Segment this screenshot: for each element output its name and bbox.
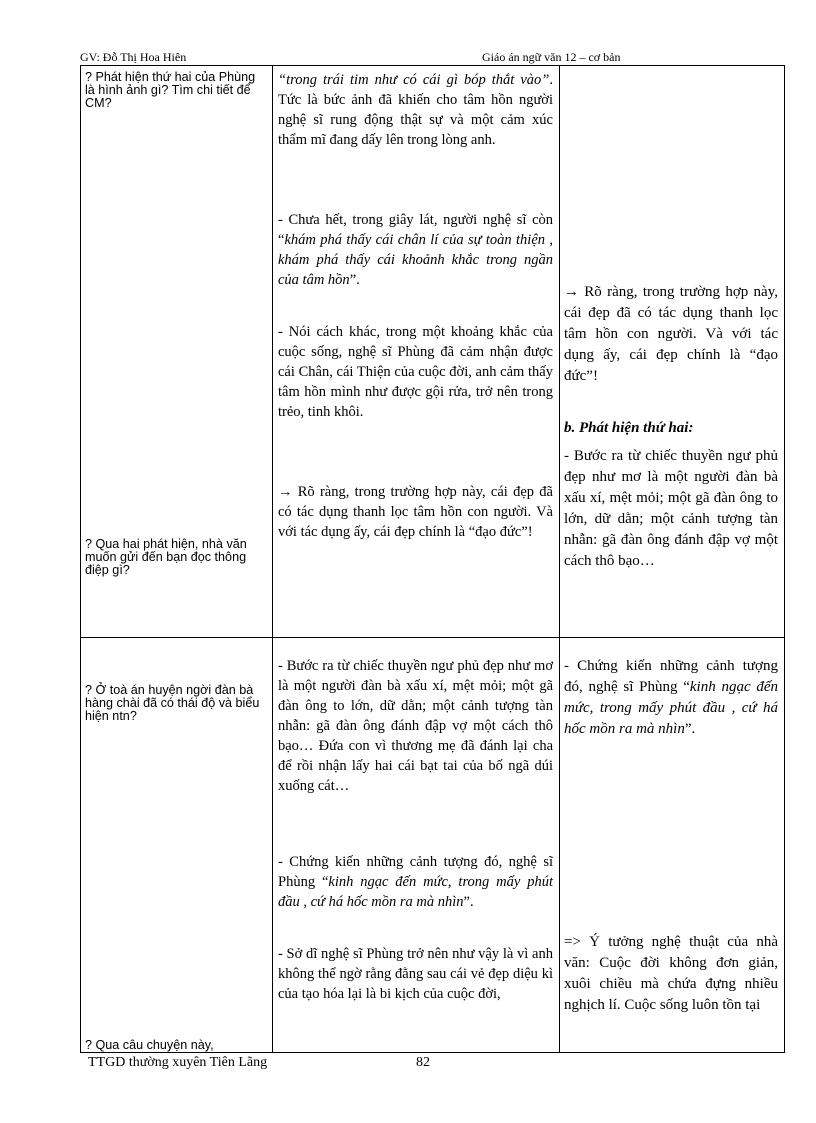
footer-rule [80, 1052, 785, 1053]
question-1: ? Phát hiện thứ hai của Phùng là hình ảnh gì? Tìm chi tiết để CM? [85, 70, 256, 110]
quote-text: kinh ngạc đến mức, trong mấy phút đầu , cứ há hốc mồn ra mà nhìn [278, 874, 553, 910]
page-number: 82 [416, 1055, 430, 1070]
table-row-divider [80, 637, 785, 638]
right-paragraph-3: - Chứng kiến những cảnh tượng đó, nghệ sĩ Phùng “kinh ngạc đến mức, trong mấy phút đầu , cứ há hốc mồn ra mà nhìn”. [564, 658, 778, 737]
footer-center-name: TTGD thường xuyên Tiên Lãng [88, 1055, 268, 1070]
question-4: ? Qua câu chuyện này, [85, 1038, 214, 1052]
header-rule [80, 65, 785, 66]
middle-paragraph-7: - Sở dĩ nghệ sĩ Phùng trở nên như vậy là vì anh không thể ngờ rằng đằng sau cái vẻ đẹp diệu kì của tạo hóa lại là bi kịch của cuộc đời, [278, 946, 553, 1002]
quote-text: “trong trái tim như có cái gì bóp thắt vào” [278, 72, 550, 88]
table-divider-1 [272, 66, 273, 1053]
middle-paragraph-4: → Rõ ràng, trong trường hợp này, cái đẹp đã có tác dụng thanh lọc tâm hồn con người. Và với tác dụng ấy, cái đẹp chính là “đạo đức”! [278, 484, 553, 540]
right-paragraph-4: => Ý tưởng nghệ thuật của nhà văn: Cuộc đời không đơn giản, xuôi chiều mà chứa đựng nhiều nghịch lí. Cuộc sống luôn tồn tại [564, 934, 778, 1013]
middle-paragraph-6: - Chứng kiến những cảnh tượng đó, nghệ sĩ Phùng “kinh ngạc đến mức, trong mấy phút đầu , cứ há hốc mồn ra mà nhìn”. [278, 854, 553, 910]
middle-paragraph-5: - Bước ra từ chiếc thuyền ngư phủ đẹp như mơ là một người đàn bà xấu xí, mệt mỏi; một gã đàn ông to lớn, dữ dằn; một cảnh tượng tàn nhẫn: gã đàn ông đánh đập vợ một cách thô bạo… Đứa con vì thương mẹ đã đánh lại cha để rồi nhận lấy hai cái bạt tai của bố ngã dúi xuống cát… [278, 658, 553, 794]
header-subject: Giáo án ngữ văn 12 – cơ bản [482, 50, 621, 64]
middle-paragraph-1: “trong trái tim như có cái gì bóp thắt vào”. Tức là bức ảnh đã khiến cho tâm hồn người nghệ sĩ rung động thật sự và một cảm xúc thẩm mĩ đang dấy lên trong lòng anh. [278, 72, 553, 148]
table-divider-2 [559, 66, 560, 1053]
quote-text: kinh ngạc đến mức, trong mấy phút đầu , cứ há hốc mồn ra mà nhìn [564, 679, 778, 737]
table-border-right [784, 66, 785, 1053]
right-paragraph-2: - Bước ra từ chiếc thuyền ngư phủ đẹp như mơ là một người đàn bà xấu xí, mệt mỏi; một gã đàn ông to lớn, dữ dằn; một cảnh tượng tàn nhẫn: gã đàn ông đánh đập vợ một cách thô bạo… [564, 448, 778, 569]
question-2: ? Qua hai phát hiện, nhà văn muốn gửi đến bạn đọc thông điệp gì? [85, 537, 247, 577]
middle-paragraph-2: - Chưa hết, trong giây lát, người nghệ sĩ còn “khám phá thấy cái chân lí của sự toàn thiện , khám phá thấy cái khoảnh khắc trong ngần của tâm hồn”. [278, 212, 553, 288]
quote-text: khám phá thấy cái chân lí của sự toàn thiện , khám phá thấy cái khoảnh khắc trong ngần của tâm hồn [278, 232, 553, 288]
question-3: ? Ở toà án huyện ngời đàn bà hàng chài đã có thái độ và biểu hiện ntn? [85, 683, 260, 723]
header-teacher: GV: Đỗ Thị Hoa Hiên [80, 50, 187, 64]
middle-paragraph-3: - Nói cách khác, trong một khoảng khắc của cuộc sống, nghệ sĩ Phùng đã cảm nhận được cái Chân, cái Thiện của cuộc đời, anh cảm thấy tâm hồn mình như được gội rửa, trở nên trong trẻo, tinh khôi. [278, 324, 553, 420]
right-paragraph-1: → Rõ ràng, trong trường hợp này, cái đẹp đã có tác dụng thanh lọc tâm hồn con người. Và với tác dụng ấy, cái đẹp chính là “đạo đức”! [564, 284, 778, 384]
table-border-left [80, 66, 81, 1053]
right-heading-b: b. Phát hiện thứ hai: [564, 420, 694, 436]
page-header [80, 50, 780, 66]
